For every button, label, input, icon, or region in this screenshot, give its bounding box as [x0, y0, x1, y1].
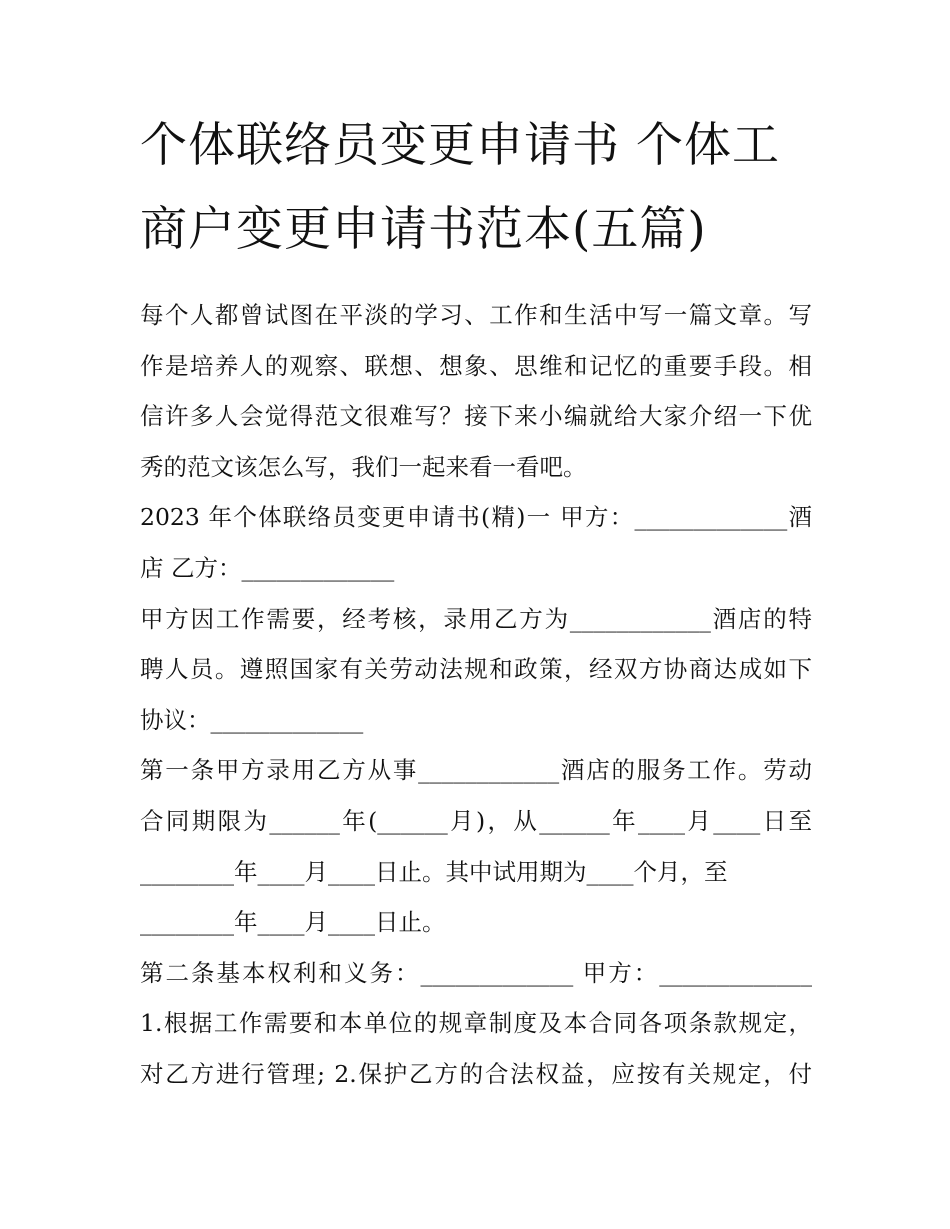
- document-title: [140, 104, 812, 272]
- contract-line: 聘人员。遵照国家有关劳动法规和政策，经双方协商达成如下: [140, 655, 812, 684]
- title-line: 个体联络员变更申请书 个体工: [140, 118, 780, 173]
- intro-line: 每个人都曾试图在平淡的学习、工作和生活中写一篇文章。写: [140, 301, 812, 329]
- contract-line: 第二条基本权利和义务：_____________ 甲方：_____________: [140, 958, 812, 987]
- intro-line: 秀的范文该怎么写，我们一起来看一看吧。: [140, 452, 587, 481]
- intro-line: 作是培养人的观察、联想、想象、思维和记忆的重要手段。相: [140, 351, 812, 380]
- contract-line: ________年____月____日止。: [140, 908, 446, 937]
- contract-line: 2023 年个体联络员变更申请书(精)一 甲方：_____________酒: [140, 503, 812, 532]
- contract-line: ________年____月____日止。其中试用期为____个月，至: [140, 857, 728, 886]
- contract-line: 对乙方进行管理; 2.保护乙方的合法权益，应按有关规定，付: [140, 1059, 812, 1088]
- contract-line: 第一条甲方录用乙方从事____________酒店的服务工作。劳动: [140, 756, 812, 785]
- document-page: [140, 0, 812, 1100]
- contract-line: 协议：_____________: [140, 705, 364, 734]
- document-body: [140, 290, 812, 1100]
- contract-line: 甲方因工作需要，经考核，录用乙方为____________酒店的特: [140, 604, 812, 633]
- contract-line: 合同期限为______年(______月)，从______年____月____日至: [140, 806, 812, 835]
- contract-line: 1.根据工作需要和本单位的规章制度及本合同各项条款规定，: [140, 1009, 812, 1038]
- intro-line: 信许多人会觉得范文很难写？接下来小编就给大家介绍一下优: [140, 402, 812, 431]
- contract-line: 店 乙方：_____________: [140, 553, 395, 582]
- title-line: 商户变更申请书范本(五篇): [140, 202, 707, 257]
